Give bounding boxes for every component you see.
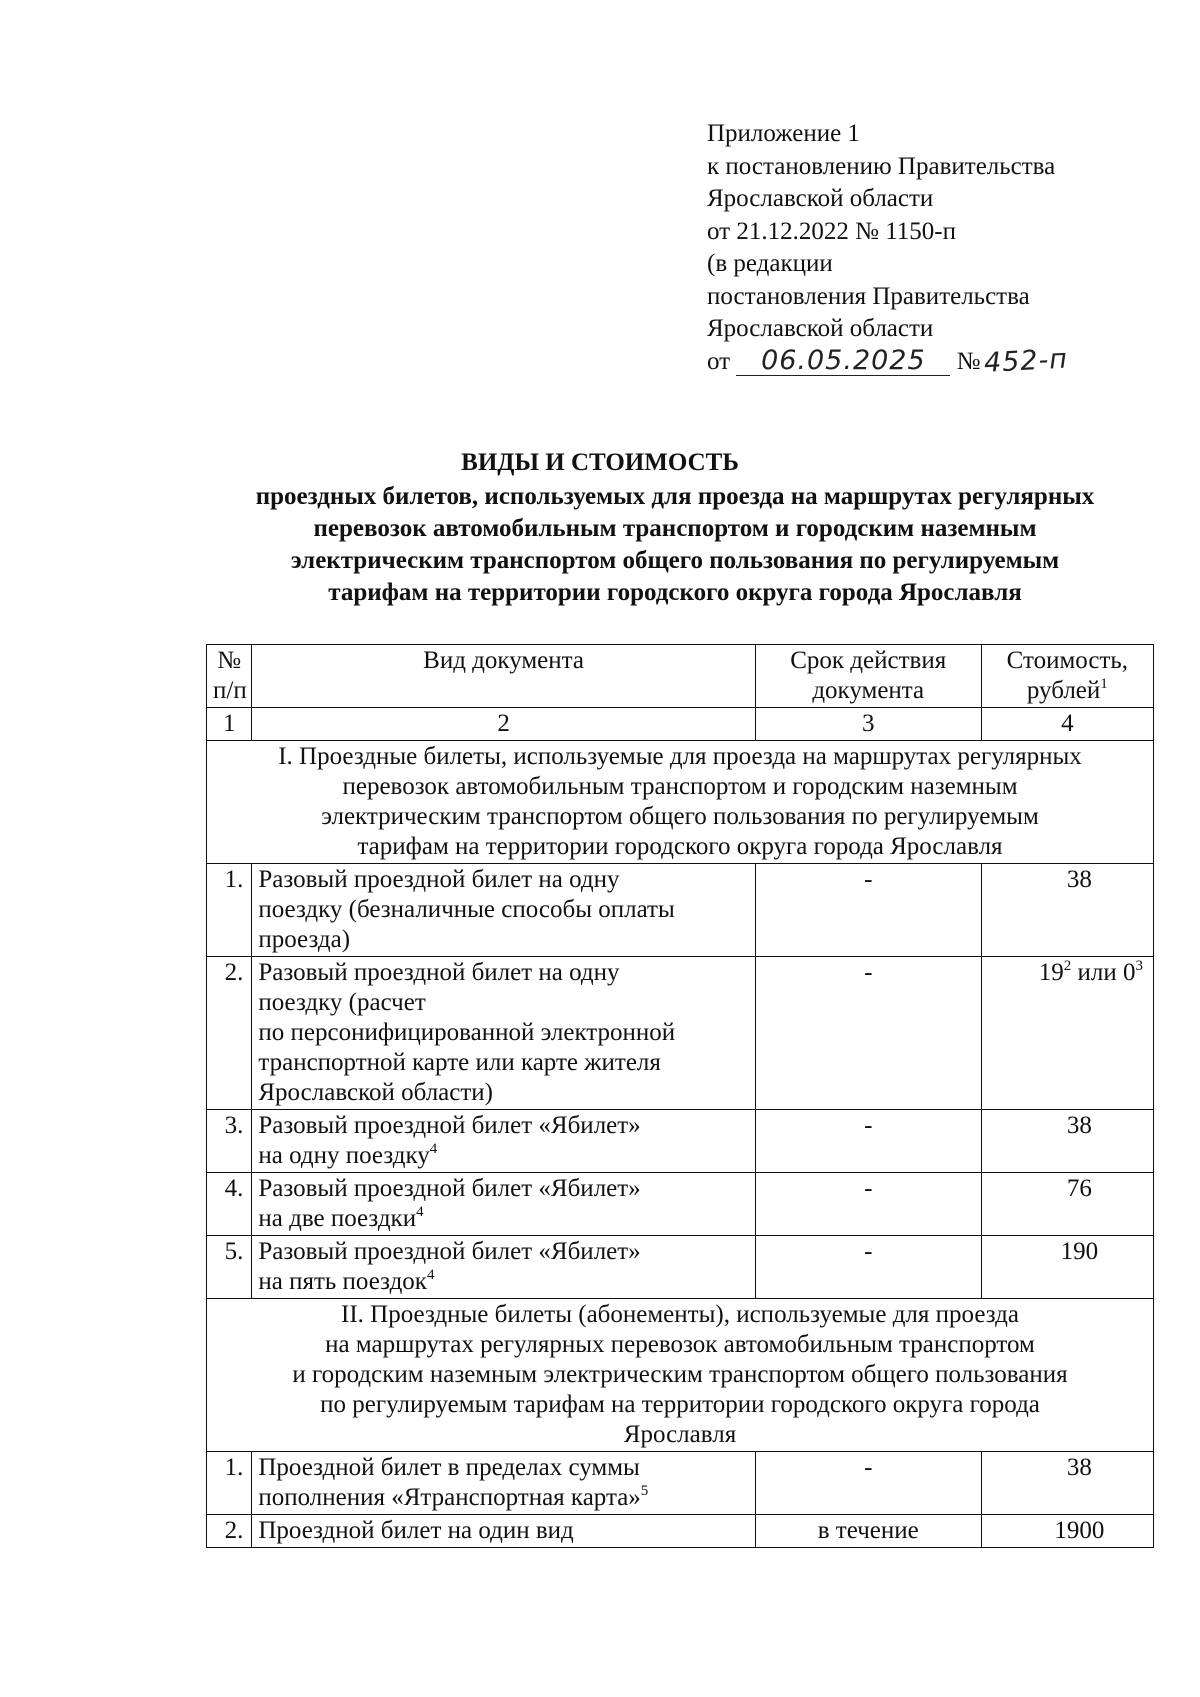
row-number: 5. (207, 1236, 252, 1299)
appendix-line: Ярославской области (707, 315, 934, 342)
row-cost: 38 (981, 1110, 1153, 1173)
table-row (207, 1236, 1154, 1299)
table-row (207, 1110, 1154, 1173)
column-numbers-row (207, 708, 1154, 741)
appendix-line: к постановлению Правительства (707, 152, 1056, 180)
header-doc-type: Вид документа (252, 645, 755, 708)
row-validity: - (755, 1236, 981, 1299)
header-number: № п/п (207, 645, 252, 708)
footnote-marker: 5 (640, 1483, 649, 1499)
footnote-marker: 1 (1100, 676, 1108, 692)
document-title: ВИДЫ И СТОИМОСТЬ (461, 449, 739, 476)
row-cost: 1900 (981, 1515, 1153, 1548)
appendix-line: Приложение 1 (707, 120, 860, 147)
footnote-marker: 2 (1063, 958, 1072, 974)
row-validity: - (755, 864, 981, 957)
appendix-block (707, 118, 1100, 378)
document-subtitle (190, 481, 1160, 609)
handwritten-number: 452-п (983, 343, 1070, 379)
handwritten-date: 06.05.2025 (736, 347, 950, 376)
column-number: 3 (755, 708, 981, 741)
row-validity: - (755, 1173, 981, 1236)
row-number: 1. (207, 864, 252, 957)
footnote-marker: 4 (429, 1141, 438, 1157)
appendix-line: постановления Правительства (707, 282, 1030, 310)
subtitle-line: тарифам на территории городского округа города Ярославля (328, 579, 1022, 606)
column-number: 2 (252, 708, 755, 741)
row-cost: $19^2$ или $0^3$ (981, 957, 1153, 1110)
appendix-line: (в редакции (707, 250, 833, 277)
row-validity: в течение (755, 1515, 981, 1548)
row-number: 4. (207, 1173, 252, 1236)
row-number: 3. (207, 1110, 252, 1173)
table-row (207, 1173, 1154, 1236)
section-heading-2: II. Проездные билеты (абонементы), используемые для проезда на маршрутах регулярных перевозок автомобильным транспортом и городским наземным электрическим транспортом общего пользования по регулируемым тарифам на территории городского округа города Ярославля (207, 1299, 1154, 1452)
row-name: Разовый проездной билет на одну поездку (расчет по персонифицированной электронной транспортной карте или карте жителя Ярославской области) (252, 957, 755, 1110)
section-heading-1: I. Проездные билеты, используемые для проезда на маршрутах регулярных перевозок автомобильным транспортом и городским наземным электрическим транспортом общего пользования по регулируемым тарифам на территории городского округа города Ярославля (207, 741, 1154, 864)
row-cost: 38 (981, 864, 1153, 957)
row-validity: - (755, 1110, 981, 1173)
row-name: Разовый проездной билет «Ябилет» на одну поездку$^4$ (252, 1110, 755, 1173)
table-row (207, 1515, 1154, 1548)
row-validity: - (755, 957, 981, 1110)
table-row (207, 864, 1154, 957)
row-number: 1. (207, 1452, 252, 1515)
row-cost: 38 (981, 1452, 1153, 1515)
footnote-marker: 4 (426, 1267, 435, 1283)
row-number: 2. (207, 957, 252, 1110)
row-name: Разовый проездной билет «Ябилет» на две поездки$^4$ (252, 1173, 755, 1236)
column-number: 4 (981, 708, 1153, 741)
appendix-line: Ярославской области (707, 185, 934, 212)
footnote-marker: 4 (416, 1204, 424, 1220)
row-name: Проездной билет на один вид (252, 1515, 755, 1548)
subtitle-line: электрическим транспортом общего пользования по регулируемым (290, 547, 1060, 574)
header-cost: Стоимость, рублей$^1$ (981, 645, 1153, 708)
number-prefix: № (956, 347, 981, 375)
table-header-row (207, 645, 1154, 708)
table-row (207, 1452, 1154, 1515)
row-name: Разовый проездной билет на одну поездку (безналичные способы оплаты проезда) (252, 864, 755, 957)
tariff-table (206, 644, 1154, 1548)
footnote-marker: 3 (1135, 958, 1143, 974)
date-prefix: от (707, 347, 731, 375)
subtitle-line: перевозок автомобильным транспортом и городским наземным (313, 515, 1037, 542)
row-number: 2. (207, 1515, 252, 1548)
row-name: Проездной билет в пределах суммы пополнения «Ятранспортная карта»$^5$ (252, 1452, 755, 1515)
header-validity: Срок действия документа (755, 645, 981, 708)
table-row (207, 957, 1154, 1110)
appendix-date-line (707, 343, 1100, 379)
row-validity: - (755, 1452, 981, 1515)
appendix-line: от 21.12.2022 № 1150-п (707, 217, 956, 245)
column-number: 1 (207, 708, 252, 741)
subtitle-line: проездных билетов, используемых для проезда на маршрутах регулярных (255, 483, 1095, 510)
row-name: Разовый проездной билет «Ябилет» на пять поездок$^4$ (252, 1236, 755, 1299)
row-cost: 76 (981, 1173, 1153, 1236)
row-cost: 190 (981, 1236, 1153, 1299)
